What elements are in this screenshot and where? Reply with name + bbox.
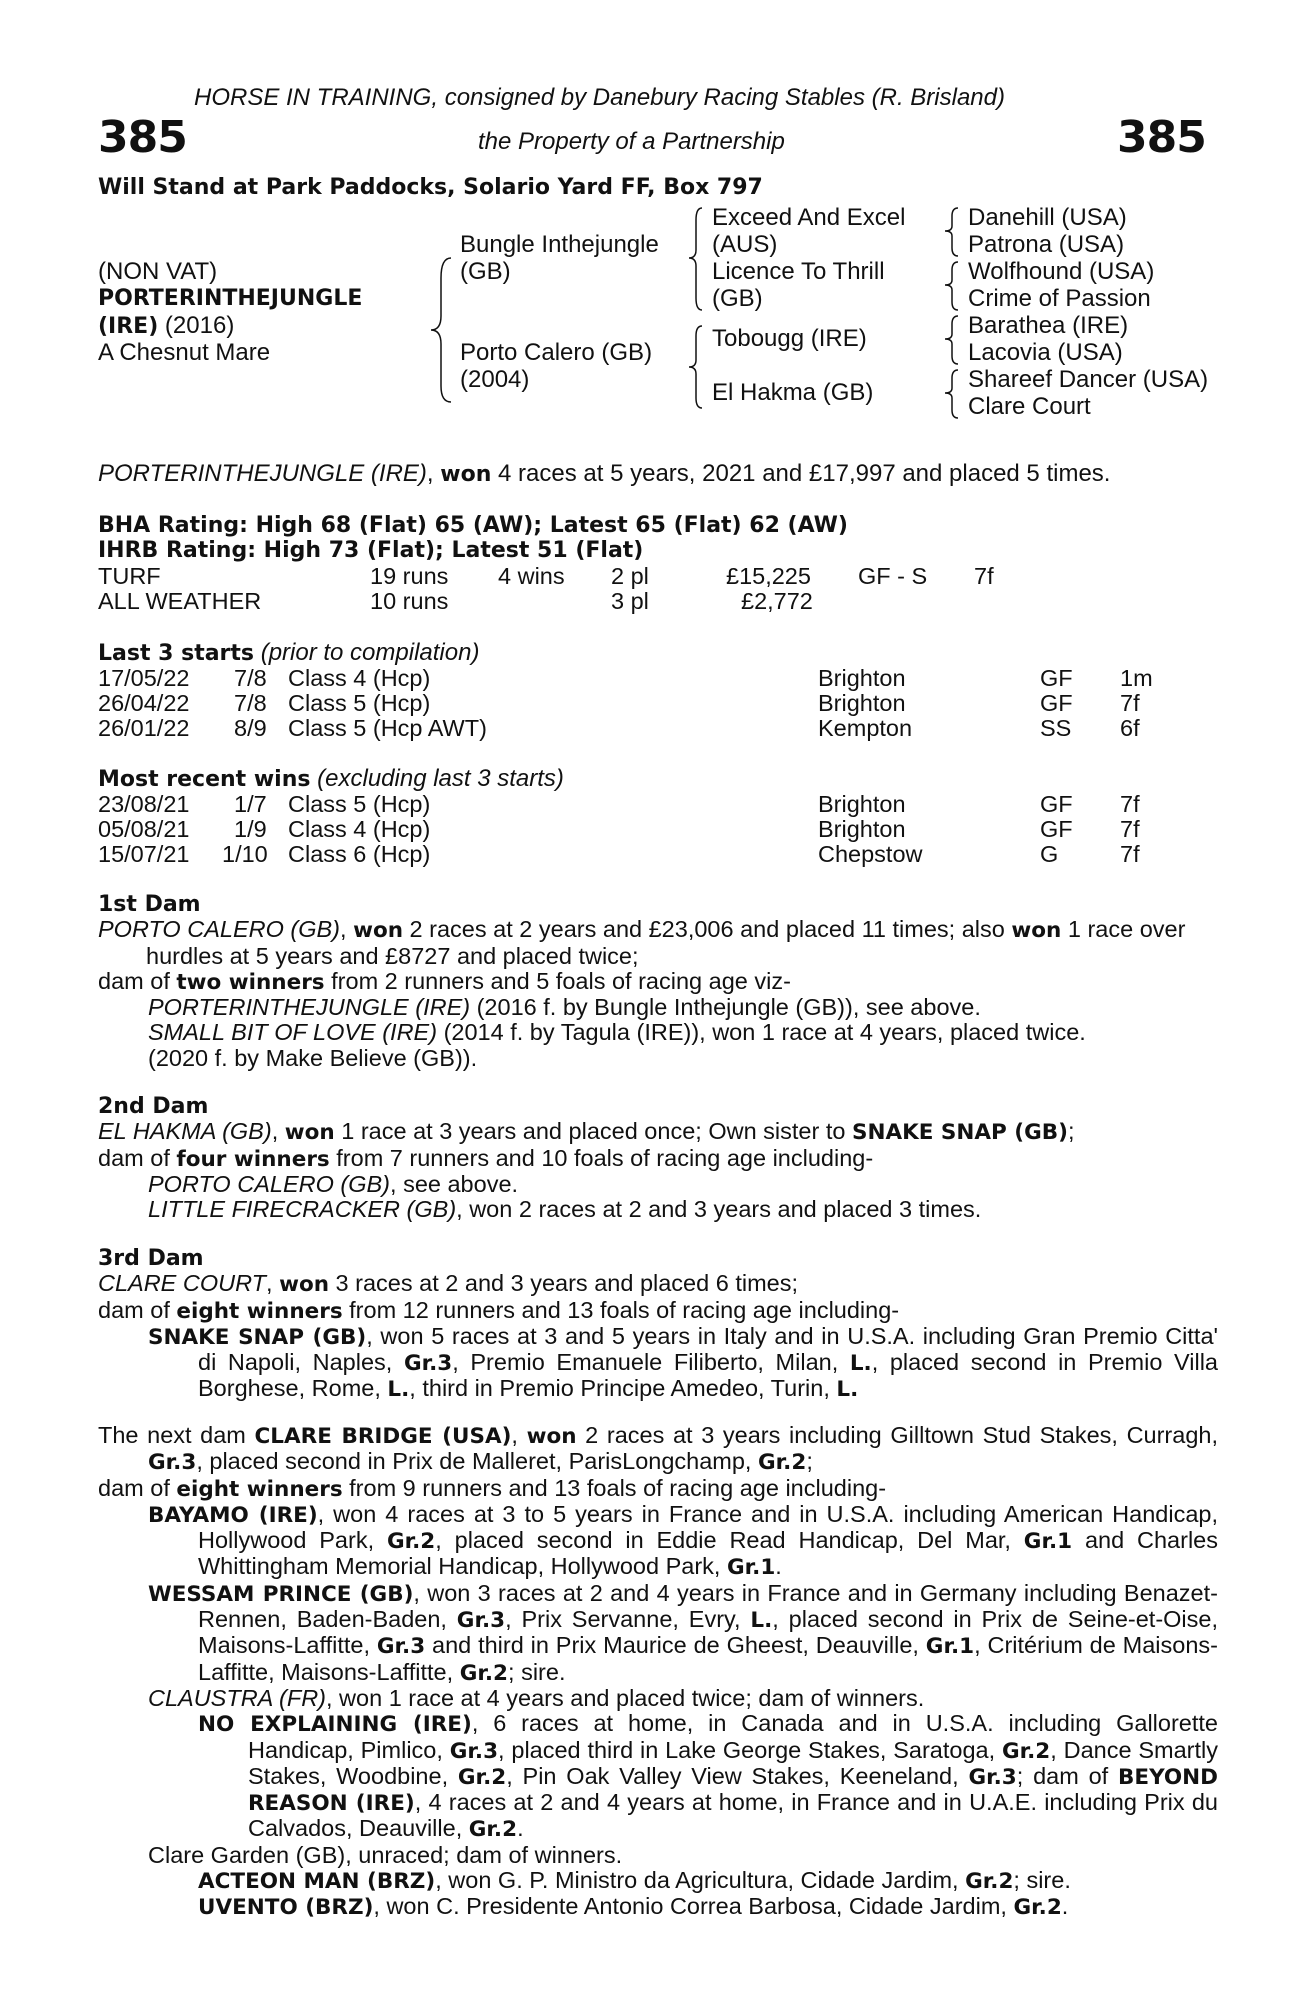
lot-number-left: 385 bbox=[98, 112, 187, 163]
table-row bbox=[98, 715, 1218, 740]
run-going: SS bbox=[1040, 715, 1072, 741]
sds: Wolfhound (USA) bbox=[968, 258, 1155, 285]
pedigree-brace-4c bbox=[940, 312, 962, 368]
produce-item: LITTLE FIRECRACKER (GB), won 2 races at 2 and 3 years and placed 3 times. bbox=[148, 1196, 982, 1223]
record-allweather bbox=[98, 588, 1218, 613]
last3-note: (prior to compilation) bbox=[254, 639, 480, 666]
dam-dam: El Hakma (GB) bbox=[712, 379, 874, 406]
run-position: 1/7 bbox=[234, 791, 267, 817]
run-class: Class 4 (Hcp) bbox=[288, 816, 431, 842]
record-going: GF - S bbox=[858, 563, 928, 589]
dss: Barathea (IRE) bbox=[968, 312, 1129, 339]
record-placed: 3 pl bbox=[611, 588, 649, 614]
record-placed: 2 pl bbox=[611, 563, 649, 589]
run-going: GF bbox=[1040, 690, 1073, 716]
dam-paragraph: The next dam CLARE BRIDGE (USA), won 2 races at 3 years including Gilltown Stud Stakes, Curragh, Gr.3, placed second in Prix de Malleret, ParisLongchamp, Gr.2; bbox=[98, 1422, 1218, 1476]
dam-produce-line: dam of four winners from 7 runners and 10 foals of racing age including- bbox=[98, 1144, 874, 1172]
produce-item: PORTO CALERO (GB), see above. bbox=[148, 1170, 519, 1197]
produce-item: UVENTO (BRZ), won C. Presidente Antonio Correa Barbosa, Cidade Jardim, Gr.2. bbox=[198, 1893, 1069, 1921]
section-heading: 1st Dam bbox=[98, 892, 201, 917]
horse-origin: (IRE) bbox=[98, 314, 159, 339]
sire-sire: Exceed And Excel bbox=[712, 204, 906, 231]
run-distance: 6f bbox=[1120, 715, 1140, 741]
summary-won: won bbox=[440, 462, 492, 487]
dam-name: Porto Calero (GB) bbox=[460, 339, 653, 366]
run-course: Brighton bbox=[818, 690, 906, 716]
run-date: 15/07/21 bbox=[98, 841, 190, 867]
summary-name: PORTERINTHEJUNGLE (IRE) bbox=[98, 460, 427, 487]
consignor-line: HORSE IN TRAINING, consigned by Danebury Racing Stables (R. Brisland) bbox=[194, 84, 1005, 111]
dam-produce-line: dam of eight winners from 9 runners and 13 foals of racing age including- bbox=[98, 1474, 887, 1502]
run-class: Class 4 (Hcp) bbox=[288, 665, 431, 691]
pedigree-brace-4b bbox=[940, 258, 962, 314]
run-date: 23/08/21 bbox=[98, 791, 190, 817]
ihrb-rating: IHRB Rating: High 73 (Flat); Latest 51 (Flat) bbox=[98, 538, 644, 563]
third-dam-section bbox=[98, 1246, 1218, 1403]
run-position: 7/8 bbox=[234, 690, 267, 716]
pedigree-brace-main bbox=[425, 250, 455, 410]
produce-item: SMALL BIT OF LOVE (IRE) (2014 f. by Tagula (IRE)), won 1 race at 4 years, placed twice. bbox=[148, 1019, 1086, 1046]
produce-item: (2020 f. by Make Believe (GB)). bbox=[148, 1044, 478, 1071]
run-distance: 7f bbox=[1120, 690, 1140, 716]
record-runs: 19 runs bbox=[370, 563, 449, 589]
sire-dam-origin: (GB) bbox=[712, 285, 763, 312]
run-position: 1/10 bbox=[222, 841, 268, 867]
produce-item: WESSAM PRINCE (GB), won 3 races at 2 and 4 years in France and in Germany including Benazet-Rennen, Baden-Baden, Gr.3, Prix Servanne, Evry, L., placed second in Prix de Seine-et-Oise, Maisons-Laffitte, Gr.3 and third in Prix Maurice de Gheest, Deauville, Gr.1, Critérium de Maisons-Laffitte, Maisons-Laffitte, Gr.2; sire. bbox=[148, 1579, 1218, 1686]
produce-item: SNAKE SNAP (GB), won 5 races at 3 and 5 years in Italy and in U.S.A. including Gran Premio Citta' di Napoli, Naples, Gr.3, Premio Emanuele Filiberto, Milan, L., placed second in Premio Villa Borghese, Rome, L., third in Premio Principe Amedeo, Turin, L. bbox=[148, 1322, 1218, 1403]
run-distance: 7f bbox=[1120, 841, 1140, 867]
dam-paragraph: PORTO CALERO (GB), won 2 races at 2 years and £23,006 and placed 11 times; also won 1 race over hurdles at 5 years and £8727 and placed twice; bbox=[98, 916, 1186, 969]
run-date: 26/01/22 bbox=[98, 715, 190, 741]
first-dam-section bbox=[98, 892, 1218, 1071]
run-course: Kempton bbox=[818, 715, 913, 741]
section-heading: 2nd Dam bbox=[98, 1094, 209, 1119]
horse-name: PORTERINTHEJUNGLE bbox=[98, 286, 363, 311]
produce-item: ACTEON MAN (BRZ), won G. P. Ministro da Agricultura, Cidade Jardim, Gr.2; sire. bbox=[198, 1867, 1071, 1895]
section-heading: 3rd Dam bbox=[98, 1246, 204, 1271]
table-row bbox=[98, 690, 1218, 715]
dam-produce-line: dam of eight winners from 12 runners and 13 foals of racing age including- bbox=[98, 1296, 900, 1324]
stand-location: Will Stand at Park Paddocks, Solario Yard FF, Box 797 bbox=[98, 175, 763, 200]
run-course: Chepstow bbox=[818, 841, 923, 867]
ddd: Clare Court bbox=[968, 393, 1091, 420]
sss: Danehill (USA) bbox=[968, 204, 1127, 231]
pedigree-brace-4d bbox=[940, 366, 962, 422]
run-position: 8/9 bbox=[234, 715, 267, 741]
run-class: Class 6 (Hcp) bbox=[288, 841, 431, 867]
summary-sep: , bbox=[426, 460, 441, 487]
table-row bbox=[98, 841, 1218, 866]
record-runs: 10 runs bbox=[370, 588, 449, 614]
recent-title: Most recent wins bbox=[98, 767, 311, 792]
produce-item: NO EXPLAINING (IRE), 6 races at home, in Canada and in U.S.A. including Gallorette Handicap, Pimlico, Gr.3, placed third in Lake George Stakes, Saratoga, Gr.2, Dance Smartly Stakes, Woodbine, Gr.2, Pin Oak Valley View Stakes, Keeneland, Gr.3; dam of BEYOND REASON (IRE), 4 races at 2 and 4 years at home, in France and in U.A.E. including Prix du Calvados, Deauville, Gr.2. bbox=[198, 1710, 1218, 1843]
run-going: GF bbox=[1040, 665, 1073, 691]
horse-year: (2016) bbox=[158, 312, 235, 339]
pedigree-brace-4a bbox=[940, 204, 962, 260]
run-class: Class 5 (Hcp AWT) bbox=[288, 715, 487, 741]
produce-item: Clare Garden (GB), unraced; dam of winners. bbox=[148, 1841, 623, 1868]
run-course: Brighton bbox=[818, 816, 906, 842]
sire-dam: Licence To Thrill bbox=[712, 258, 885, 285]
recent-note: (excluding last 3 starts) bbox=[310, 765, 564, 792]
run-distance: 7f bbox=[1120, 791, 1140, 817]
table-row bbox=[98, 816, 1218, 841]
sire-origin: (GB) bbox=[460, 258, 511, 285]
recent-heading bbox=[98, 766, 564, 792]
next-dam-section bbox=[98, 1423, 1218, 1921]
sire-name: Bungle Inthejungle bbox=[460, 231, 659, 258]
run-date: 26/04/22 bbox=[98, 690, 190, 716]
dam-paragraph: CLARE COURT, won 3 races at 2 and 3 years and placed 6 times; bbox=[98, 1270, 798, 1298]
run-position: 1/9 bbox=[234, 816, 267, 842]
last3-title: Last 3 starts bbox=[98, 641, 255, 666]
dsd: Lacovia (USA) bbox=[968, 339, 1123, 366]
bha-rating: BHA Rating: High 68 (Flat) 65 (AW); Latest 65 (Flat) 62 (AW) bbox=[98, 513, 848, 538]
record-surface: ALL WEATHER bbox=[98, 588, 262, 614]
run-date: 17/05/22 bbox=[98, 665, 190, 691]
dam-sire: Tobougg (IRE) bbox=[712, 325, 867, 352]
record-wins: 4 wins bbox=[498, 563, 565, 589]
pedigree-brace-sire bbox=[684, 204, 706, 314]
dam-year: (2004) bbox=[460, 366, 530, 393]
lot-number-right: 385 bbox=[1117, 112, 1206, 163]
produce-item: BAYAMO (IRE), won 4 races at 3 to 5 years in France and in U.S.A. including American Handicap, Hollywood Park, Gr.2, placed second in Eddie Read Handicap, Del Mar, Gr.1 and Charles Whittingham Memorial Handicap, Hollywood Park, Gr.1. bbox=[148, 1500, 1218, 1581]
record-prize: £2,772 bbox=[741, 588, 813, 614]
run-class: Class 5 (Hcp) bbox=[288, 690, 431, 716]
horse-description: A Chesnut Mare bbox=[98, 339, 271, 366]
dds: Shareef Dancer (USA) bbox=[968, 366, 1209, 393]
race-summary bbox=[98, 461, 1110, 487]
table-row bbox=[98, 665, 1218, 690]
last3-heading bbox=[98, 640, 479, 666]
property-line: the Property of a Partnership bbox=[478, 128, 785, 155]
run-going: GF bbox=[1040, 791, 1073, 817]
run-going: GF bbox=[1040, 816, 1073, 842]
run-distance: 7f bbox=[1120, 816, 1140, 842]
vat-status: (NON VAT) bbox=[98, 258, 218, 285]
record-surface: TURF bbox=[98, 563, 161, 589]
dam-paragraph: EL HAKMA (GB), won 1 race at 3 years and placed once; Own sister to SNAKE SNAP (GB); bbox=[98, 1118, 1075, 1146]
second-dam-section bbox=[98, 1094, 1218, 1222]
horse-origin-year bbox=[98, 312, 234, 340]
record-distance: 7f bbox=[974, 563, 994, 589]
sire-sire-origin: (AUS) bbox=[712, 231, 778, 258]
run-class: Class 5 (Hcp) bbox=[288, 791, 431, 817]
sdd: Crime of Passion bbox=[968, 285, 1151, 312]
run-position: 7/8 bbox=[234, 665, 267, 691]
table-row bbox=[98, 791, 1218, 816]
produce-item: CLAUSTRA (FR), won 1 race at 4 years and placed twice; dam of winners. bbox=[148, 1684, 925, 1711]
produce-item: PORTERINTHEJUNGLE (IRE) (2016 f. by Bungle Inthejungle (GB)), see above. bbox=[148, 994, 981, 1021]
run-course: Brighton bbox=[818, 791, 906, 817]
run-course: Brighton bbox=[818, 665, 906, 691]
record-turf bbox=[98, 563, 1218, 588]
summary-rest: 4 races at 5 years, 2021 and £17,997 and placed 5 times. bbox=[491, 460, 1111, 487]
record-prize: £15,225 bbox=[726, 563, 811, 589]
ssd: Patrona (USA) bbox=[968, 231, 1125, 258]
run-date: 05/08/21 bbox=[98, 816, 190, 842]
pedigree-brace-dam bbox=[684, 322, 706, 412]
dam-produce-line: dam of two winners from 2 runners and 5 foals of racing age viz- bbox=[98, 967, 791, 995]
run-going: G bbox=[1040, 841, 1059, 867]
run-distance: 1m bbox=[1120, 665, 1153, 691]
